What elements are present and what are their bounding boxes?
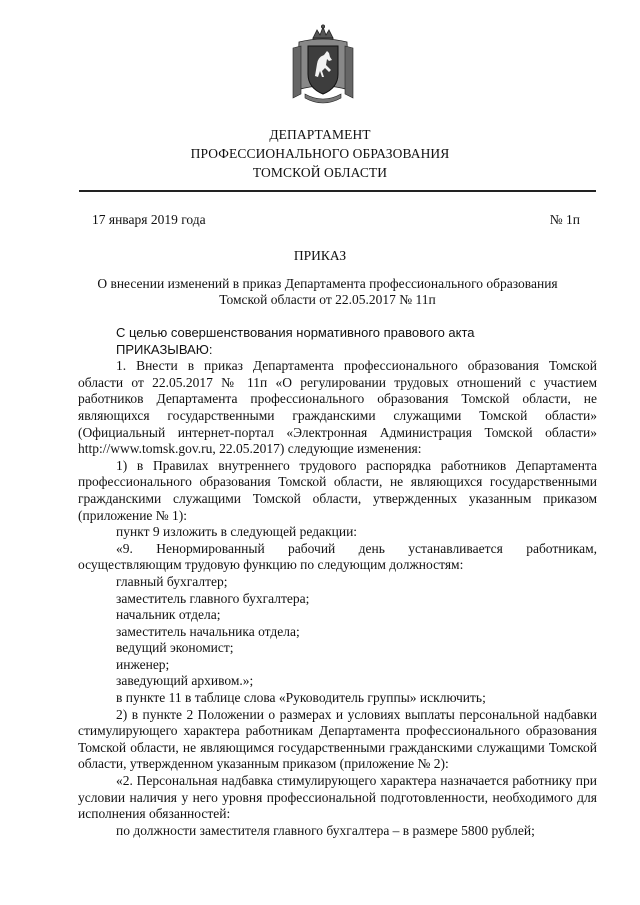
paragraph-item9-a: «9. Ненормированный рабочий день устанавливается работникам, bbox=[116, 540, 597, 556]
department-line: ДЕПАРТАМЕНТ bbox=[269, 127, 371, 142]
paragraph-item9-intro: пункт 9 изложить в следующей редакции: bbox=[116, 524, 358, 540]
paragraph-item9-b: осуществляющим трудовую функцию по следующим должностям: bbox=[78, 557, 464, 573]
position-item: заместитель главного бухгалтера; bbox=[116, 590, 310, 606]
order-subject bbox=[60, 276, 595, 308]
order-date: 17 января 2019 года bbox=[92, 212, 206, 227]
order-body bbox=[78, 325, 597, 839]
purpose-paragraph: С целью совершенствования нормативного правового акта bbox=[116, 325, 475, 340]
order-number: № 1п bbox=[549, 212, 580, 227]
paragraph-last: по должности заместителя главного бухгалтера – в размере 5800 рублей; bbox=[116, 822, 535, 838]
paragraph-1-1: 1) в Правилах внутреннего трудового распорядка работников Департамента профессионального образования Томской области, не являющихся государственными гражданскими служащими Томской области, утвержденных указанным приказом (приложение № 1): bbox=[78, 457, 597, 523]
department-name bbox=[0, 125, 640, 182]
subject-line: Томской области от 22.05.2017 № 11п bbox=[219, 292, 436, 307]
coat-of-arms-icon bbox=[291, 24, 355, 110]
position-item: заместитель начальника отдела; bbox=[116, 623, 300, 639]
paragraph-1-2: 2) в пункте 2 Положении о размерах и условиях выплаты персональной надбавки стимулирующего характера работникам Департамента профессионального образования Томской области, не являющимся государственными гражданскими служащими Томской области, утвержденном указанным приказом (приложение № 2): bbox=[78, 706, 597, 772]
paragraph-item11: в пункте 11 в таблице слова «Руководитель группы» исключить; bbox=[116, 690, 486, 706]
department-line: ПРОФЕССИОНАЛЬНОГО ОБРАЗОВАНИЯ bbox=[190, 146, 450, 161]
position-item: инженер; bbox=[116, 656, 170, 672]
department-line: ТОМСКОЙ ОБЛАСТИ bbox=[252, 165, 388, 180]
paragraph-item2: «2. Персональная надбавка стимулирующего характера назначается работнику при условии наличия у него уровня профессиональной подготовленности, необходимого для исполнения обязанностей: bbox=[78, 773, 597, 822]
order-keyword: ПРИКАЗЫВАЮ: bbox=[116, 341, 213, 357]
document-type-title: ПРИКАЗ bbox=[293, 248, 347, 263]
position-item: ведущий экономист; bbox=[116, 640, 234, 656]
header-divider bbox=[79, 190, 596, 192]
subject-line: О внесении изменений в приказ Департамента профессионального образования bbox=[97, 276, 558, 291]
paragraph-1: 1. Внести в приказ Департамента профессионального образования Томской области от 22.05.2017 № 11п «О регулировании трудовых отношений с участием работников Департамента профессионального образования Томской области, не являющихся государственными гражданскими служащими Томской области» (Официальный интернет-портал «Электронная Администрация Томской области» http://www.tomsk.gov.ru, 22.05.2017) следующие изменения: bbox=[78, 358, 597, 457]
position-item: заведующий архивом.»; bbox=[116, 673, 254, 689]
position-item: начальник отдела; bbox=[116, 607, 221, 623]
position-item: главный бухгалтер; bbox=[116, 573, 228, 589]
